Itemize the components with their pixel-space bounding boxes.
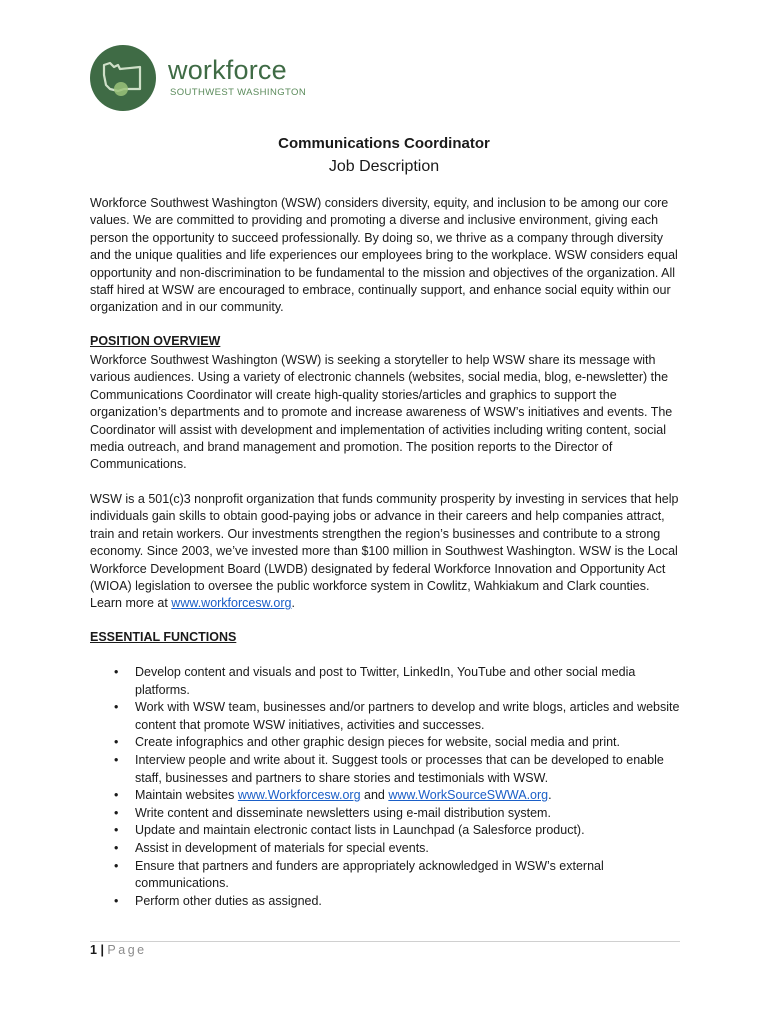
list-item xyxy=(90,840,680,858)
list-item-text: Update and maintain electronic contact lists in Launchpad (a Salesforce product). xyxy=(135,823,585,838)
list-item-text: Ensure that partners and funders are appropriately acknowledged in WSW’s external communications. xyxy=(135,858,604,891)
list-item-text: Create infographics and other graphic design pieces for website, social media and print. xyxy=(135,735,620,750)
list-item xyxy=(90,734,680,752)
workforcesw-link[interactable]: www.workforcesw.org xyxy=(171,596,292,611)
bullet-icon: • xyxy=(114,752,119,767)
page-footer xyxy=(90,943,147,957)
list-item-text: Write content and disseminate newsletters using e-mail distribution system. xyxy=(135,805,551,820)
list-item-text: Maintain websites xyxy=(135,788,238,803)
page-number: 1 xyxy=(90,943,97,957)
bullet-icon: • xyxy=(114,735,119,750)
bullet-icon: • xyxy=(114,823,119,838)
about-end: . xyxy=(291,596,295,611)
list-item-text: Assist in development of materials for special events. xyxy=(135,840,429,855)
essential-functions-list xyxy=(90,664,680,910)
bullet-icon: • xyxy=(114,840,119,855)
list-item xyxy=(90,664,680,699)
about-text: WSW is a 501(c)3 nonprofit organization that funds community prosperity by investing in services that help individuals gain skills to obtain good-paying jobs or advance in their careers and help companies attract, train and retain workers. Our investments strengthen the region’s businesses and contribute to a strong economy. Since 2003, we’ve invested more than $100 million in Southwest Washington. WSW is the Local Workforce Development Board (LWDB) designated by federal Workforce Innovation and Opportunity Act (WIOA) legislation to oversee the public workforce system in Cowlitz, Wahkiakum and Clark counties. Learn more at xyxy=(90,492,679,611)
position-overview-heading: POSITION OVERVIEW xyxy=(90,334,221,348)
about-paragraph xyxy=(90,491,680,613)
bullet-icon: • xyxy=(114,805,119,820)
list-item-text: Interview people and write about it. Suggest tools or processes that can be developed to enable staff, businesses and partners to share stories and testimonials with WSW. xyxy=(135,752,664,785)
position-overview-paragraph: Workforce Southwest Washington (WSW) is seeking a storyteller to help WSW share its message with various audiences. Using a variety of electronic channels (websites, social media, blog, e-newsletter) the Communications Coordinator will create high-quality stories/articles and graphics to support the organization’s departments and to promote and increase awareness of WSW’s initiatives and events. The Coordinator will assist with development and implementation of activities including writing content, social media outreach, and brand management and promotion. The position reports to the Director of Communications. xyxy=(90,353,673,472)
bullet-icon: • xyxy=(114,700,119,715)
washington-state-logo-icon xyxy=(90,45,156,111)
list-item-text: Work with WSW team, businesses and/or partners to develop and write blogs, articles and website content that promote WSW initiatives, activities and successes. xyxy=(135,700,680,732)
footer-separator: | xyxy=(100,943,104,957)
worksource-website-link[interactable]: www.WorkSourceSWWA.org xyxy=(388,788,549,803)
list-item xyxy=(90,787,680,805)
workforcesw-website-link[interactable]: www.Workforcesw.org xyxy=(237,788,361,803)
intro-paragraph: Workforce Southwest Washington (WSW) considers diversity, equity, and inclusion to be among our core values. We are committed to providing and promoting a diverse and inclusive environment, giving each person the opportunity to succeed professionally. By doing so, we thrive as a company through diversity and the unique qualities and life experiences our employees bring to the workplace. WSW considers equal opportunity and non-discrimination to be fundamental to the mission and objectives of the organization. All staff hired at WSW are encouraged to embrace, continually support, and enhance social equity within our organization and in our community. xyxy=(90,196,678,315)
bullet-icon: • xyxy=(114,858,119,873)
bullet-icon: • xyxy=(114,893,119,908)
list-item-text: Perform other duties as assigned. xyxy=(135,893,322,908)
list-item xyxy=(90,805,680,823)
document-subtitle: Job Description xyxy=(328,158,440,175)
list-item xyxy=(90,699,680,734)
list-item xyxy=(90,822,680,840)
list-item-text: and xyxy=(360,788,389,803)
list-item xyxy=(90,752,680,787)
bullet-icon: • xyxy=(114,788,119,803)
logo-wordmark: workforce xyxy=(168,55,287,85)
logo-tagline: SOUTHWEST WASHINGTON xyxy=(170,87,307,98)
footer-divider xyxy=(90,941,680,942)
essential-functions-heading: ESSENTIAL FUNCTIONS xyxy=(90,630,237,644)
list-item-text: Develop content and visuals and post to Twitter, LinkedIn, YouTube and other social media platforms. xyxy=(135,665,636,697)
list-item-text: . xyxy=(548,788,552,803)
list-item xyxy=(90,893,680,911)
workforce-logo xyxy=(90,45,320,115)
page-label: Page xyxy=(107,943,147,957)
bullet-icon: • xyxy=(114,665,119,679)
list-item xyxy=(90,858,680,893)
document-title: Communications Coordinator xyxy=(278,135,490,152)
